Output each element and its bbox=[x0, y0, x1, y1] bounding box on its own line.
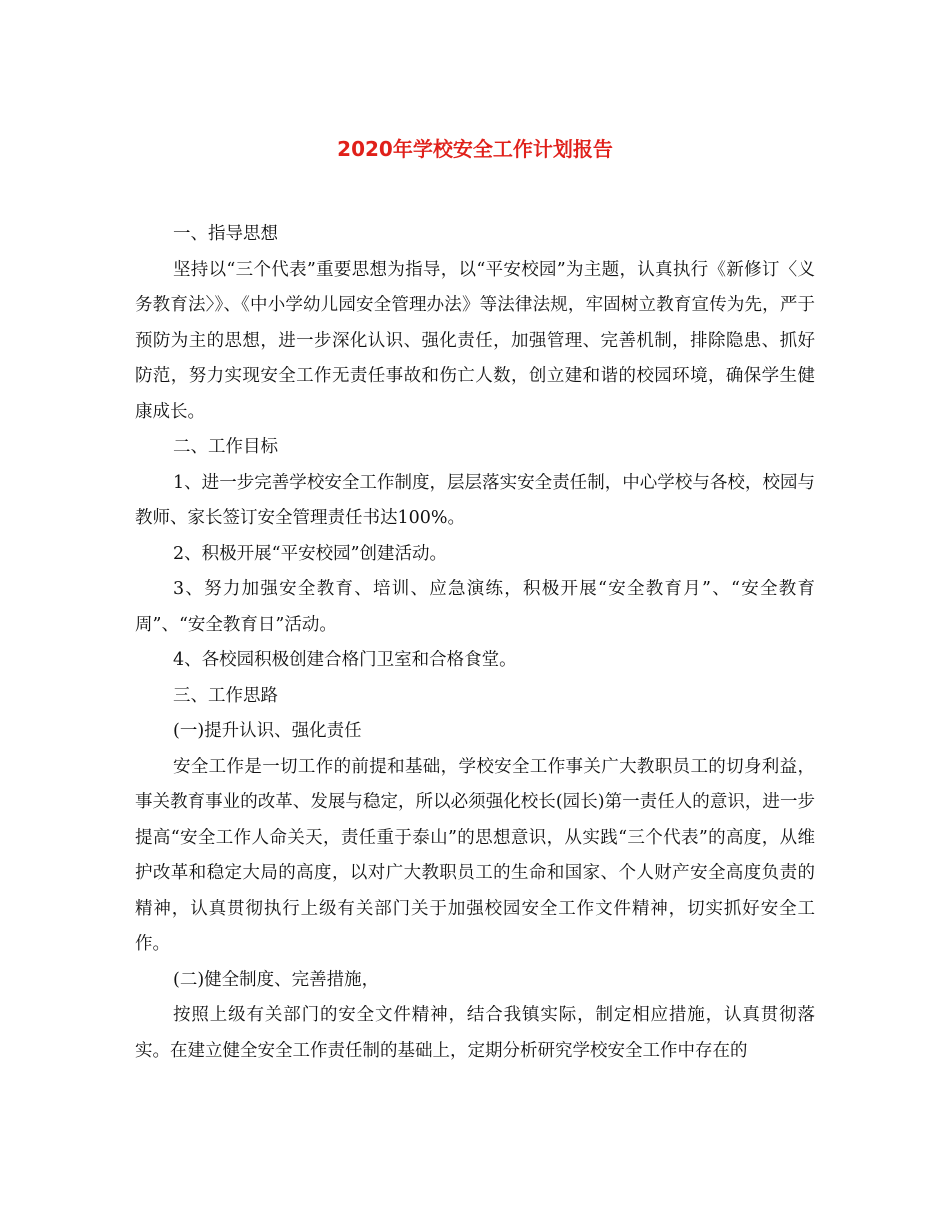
document-body bbox=[135, 217, 815, 1069]
document-title: 2020年学校安全工作计划报告 bbox=[337, 137, 613, 161]
goal-item-3: 3、努力加强安全教育、培训、应急演练，积极开展“安全教育月”、“安全教育周”、“安全教育日”活动。 bbox=[135, 579, 815, 635]
section-heading-work-approach: 三、工作思路 bbox=[173, 685, 278, 706]
section-heading-work-goals: 二、工作目标 bbox=[173, 437, 278, 457]
goal-item-1: 1、进一步完善学校安全工作制度，层层落实安全责任制，中心学校与各校，校园与教师、家长签订安全管理责任书达100%。 bbox=[135, 472, 815, 528]
goal-item-2: 2、积极开展“平安校园”创建活动。 bbox=[173, 543, 448, 564]
paragraph-raise-awareness: 安全工作是一切工作的前提和基础，学校安全工作事关广大教职员工的切身利益，事关教育事业的改革、发展与稳定，所以必须强化校长(园长)第一责任人的意识，进一步提高“安全工作人命关天，责任重于泰山”的思想意识，从实践“三个代表”的高度，从维护改革和稳定大局的高度，以对广大教职员工的生命和国家、个人财产安全高度负责的精神，认真贯彻执行上级有关部门关于加强校园安全工作文件精神，切实抓好安全工作。 bbox=[135, 756, 815, 954]
subheading-raise-awareness: (一)提升认识、强化责任 bbox=[173, 721, 362, 741]
subheading-improve-system: (二)健全制度、完善措施， bbox=[173, 969, 380, 990]
section-heading-guiding-ideology: 一、指导思想 bbox=[173, 224, 278, 244]
paragraph-guiding-ideology: 坚持以“三个代表”重要思想为指导，以“平安校园”为主题，认真执行《新修订〈义务教育法〉》、《中小学幼儿园安全管理办法》等法律法规，牢固树立教育宣传为先，严于预防为主的思想，进一步深化认识、强化责任，加强管理、完善机制，排除隐患、抓好防范，努力实现安全工作无责任事故和伤亡人数，创立建和谐的校园环境，确保学生健康成长。 bbox=[135, 259, 815, 422]
goal-item-4: 4、各校园积极创建合格门卫室和合格食堂。 bbox=[173, 650, 517, 670]
paragraph-improve-system: 按照上级有关部门的安全文件精神，结合我镇实际，制定相应措施，认真贯彻落实。在建立健全安全工作责任制的基础上，定期分析研究学校安全工作中存在的 bbox=[135, 1005, 815, 1061]
